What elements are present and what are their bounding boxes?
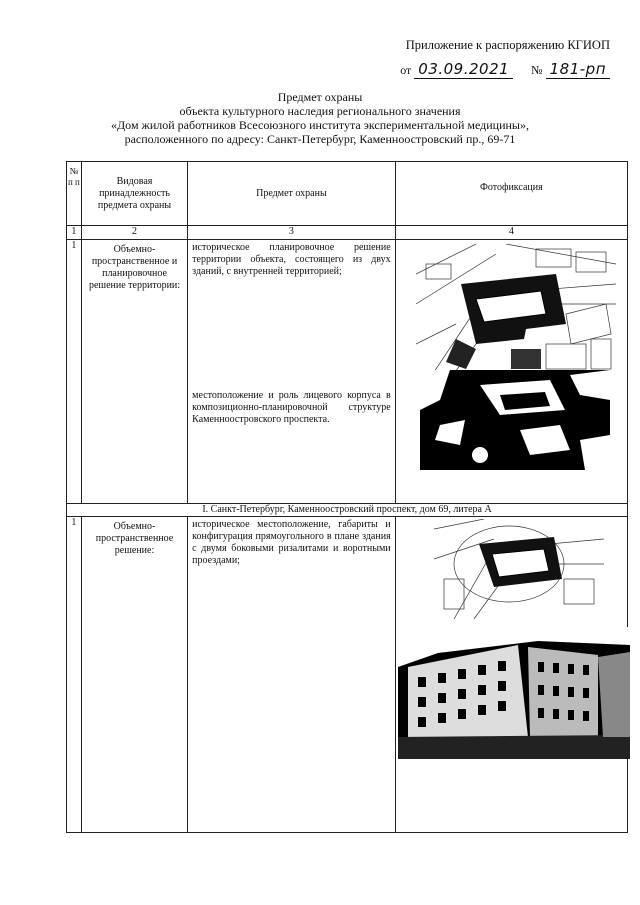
row-photo-cell <box>395 517 627 833</box>
row-subject-cell <box>188 240 396 504</box>
table-row <box>67 240 628 504</box>
title-line-4: расположенного по адресу: Санкт-Петербург, Каменноостровский пр., 69-71 <box>124 132 516 146</box>
header-subject: Предмет охраны <box>188 162 396 226</box>
order-date-line <box>310 60 610 78</box>
row-type: Объемно-пространственное и планировочное решение территории: <box>81 240 187 504</box>
aerial-photo-image <box>420 370 610 470</box>
table-header-row <box>67 162 628 226</box>
building-facade-photo-image <box>398 627 630 759</box>
header-type: Видовая принадлежность предмета охраны <box>81 162 187 226</box>
document-title <box>0 90 640 146</box>
building-plan-map-image <box>434 519 604 619</box>
index-cell: 1 <box>67 226 82 240</box>
title-line-2: объекта культурного наследия регионального значения <box>179 104 461 118</box>
row-number: 1 <box>67 240 82 504</box>
from-prefix: от <box>400 63 412 77</box>
section-heading: I. Санкт-Петербург, Каменноостровский проспект, дом 69, литера А <box>67 504 628 517</box>
appendix-label: Приложение к распоряжению КГИОП <box>405 38 610 52</box>
row-type: Объемно-пространственное решение: <box>81 517 187 833</box>
header-photo: Фотофиксация <box>395 162 627 226</box>
index-cell: 4 <box>395 226 627 240</box>
table-row <box>67 517 628 833</box>
title-line-3: «Дом жилой работников Всесоюзного института экспериментальной медицины», <box>110 118 529 132</box>
row-photo-cell <box>395 240 627 504</box>
index-cell: 3 <box>188 226 396 240</box>
index-cell: 2 <box>81 226 187 240</box>
subject-text-a: историческое планировочное решение территории объекта, состоящего из двух зданий, с внутренней территорией; <box>192 242 391 277</box>
header-num: № п п <box>67 162 82 226</box>
row-number: 1 <box>67 517 82 833</box>
protection-table <box>66 161 628 833</box>
index-row <box>67 226 628 240</box>
site-plan-map-image <box>416 244 616 384</box>
subject-text-b: местоположение и роль лицевого корпуса в композиционно-планировочной структуре Каменноостровского проспекта. <box>192 390 391 425</box>
row-subject-cell <box>188 517 396 833</box>
section-row <box>67 504 628 517</box>
order-number: 181-рп <box>546 60 610 79</box>
number-prefix: № <box>531 63 543 77</box>
order-date: 03.09.2021 <box>414 60 513 79</box>
subject-text: историческое местоположение, габариты и конфигурация прямоугольного в плане здания с двумя боковыми ризалитами и воротными проездами; <box>192 519 391 566</box>
title-line-1: Предмет охраны <box>277 90 363 104</box>
